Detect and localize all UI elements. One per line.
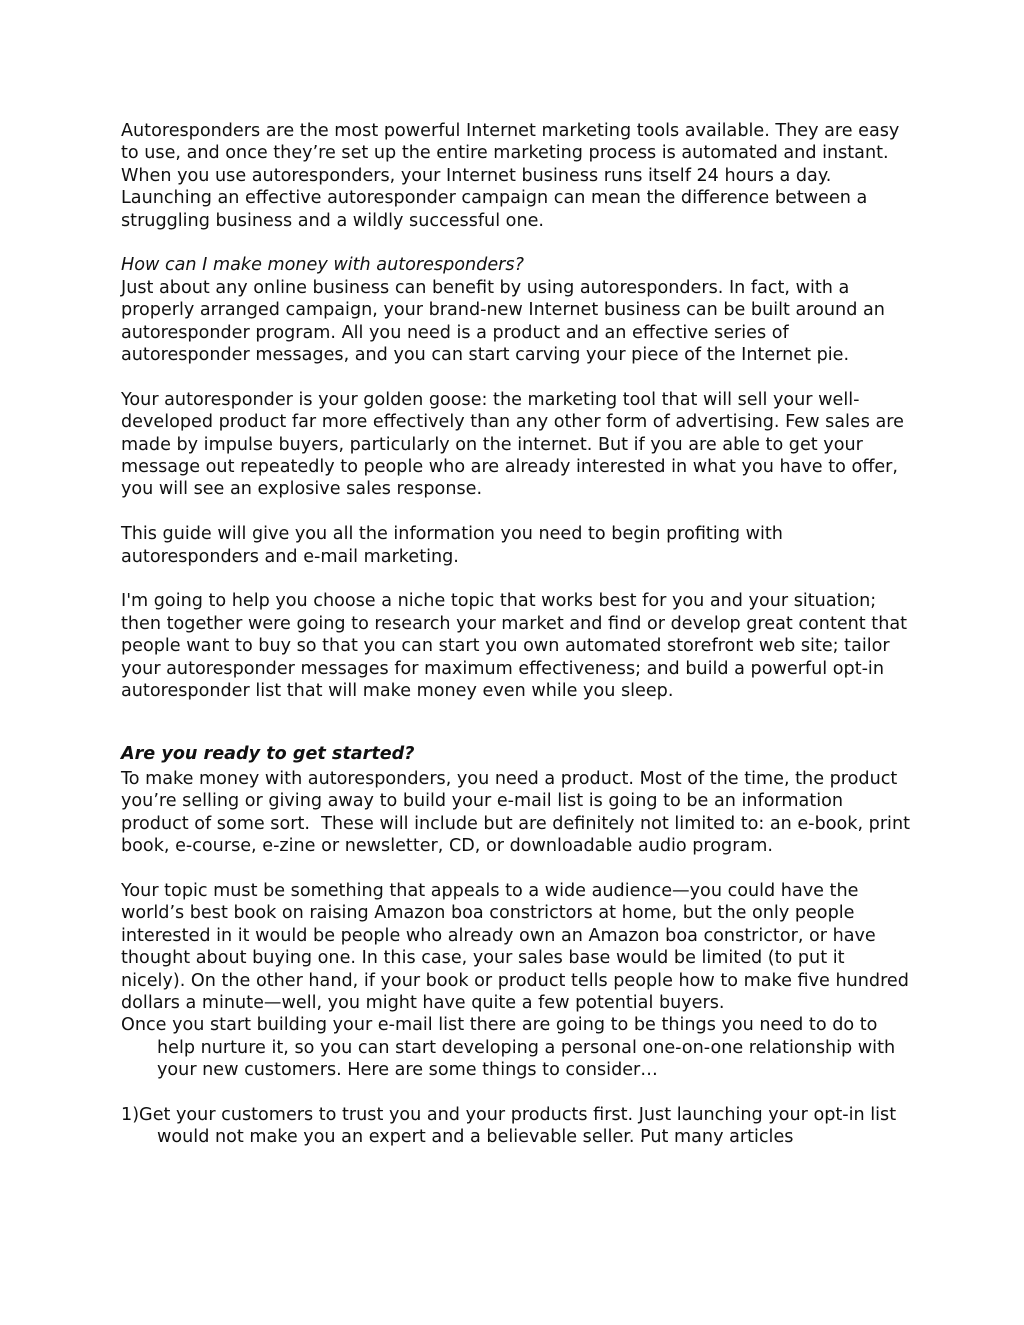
section-gap bbox=[121, 703, 911, 743]
paragraph-gap bbox=[121, 1082, 911, 1104]
product-paragraph: To make money with autoresponders, you need a product. Most of the time, the product you’re selling or giving away to build your e-mail list is going to be an information product of some sort. These will include but are definitely not limited to: an e-book, print book, e-course, e-zine or newsletter, CD, or downloadable audio program. bbox=[121, 768, 916, 857]
question-subheading: How can I make money with autoresponders? bbox=[121, 255, 524, 276]
help-paragraph: I'm going to help you choose a niche topic that works best for you and your situation; then together were going to research your market and find or develop great content that people want to buy so that you can start you own automated storefront web site; tailor your autoresponder messages for maximum effectiveness; and build a powerful opt-in autoresponder list that will make money even while you sleep. bbox=[121, 591, 913, 702]
topic-paragraph: Your topic must be something that appeals to a wide audience—you could have the world’s best book on raising Amazon boa constrictors at home, but the only people interested in it would be people who already own an Amazon boa constrictor, or have thought about buying one. In this case, your sales base would be limited (to put it nicely). On the other hand, if your book or product tells people how to make five hundred dollars a minute—well, you might have quite a few potential buyers. bbox=[121, 880, 915, 1013]
guide-paragraph: This guide will give you all the information you need to begin profiting with autoresponders and e-mail marketing. bbox=[121, 524, 789, 567]
benefit-paragraph: Just about any online business can benefit by using autoresponders. In fact, with a properly arranged campaign, your brand-new Internet business can be built around an autoresponder program. All you need is a product and an effective series of autoresponder messages, and you can start carving your piece of the Internet pie. bbox=[121, 277, 891, 366]
document-page bbox=[121, 120, 916, 1149]
paragraph-gap bbox=[121, 858, 911, 880]
paragraph-gap bbox=[121, 366, 911, 388]
paragraph-gap bbox=[121, 232, 911, 254]
golden-goose-paragraph: Your autoresponder is your golden goose: the marketing tool that will sell your well-developed product far more effectively than any other form of advertising. Few sales are made by impulse buyers, particularly on the internet. But if you are able to get your message out repeatedly to people who are already interested in what you have to offer, you will see an explosive sales response. bbox=[121, 389, 910, 500]
paragraph-gap bbox=[121, 501, 911, 523]
intro-paragraph: Autoresponders are the most powerful Internet marketing tools available. They are easy to use, and once they’re set up the entire marketing process is automated and instant. When you use autoresponders, your Internet business runs itself 24 hours a day. Launching an effective autoresponder campaign can mean the difference between a struggling business and a wildly successful one. bbox=[121, 121, 905, 231]
email-list-paragraph: Once you start building your e-mail list there are going to be things you need to do to help nurture it, so you can start developing a personal one-on-one relationship with your new customers. Here are some things to consider… bbox=[121, 1015, 901, 1081]
list-item-1: 1)Get your customers to trust you and your products first. Just launching your opt-in list would not make you an expert and a believable seller. Put many articles bbox=[121, 1104, 902, 1148]
paragraph-gap bbox=[121, 568, 911, 590]
section-heading: Are you ready to get started? bbox=[121, 743, 415, 764]
